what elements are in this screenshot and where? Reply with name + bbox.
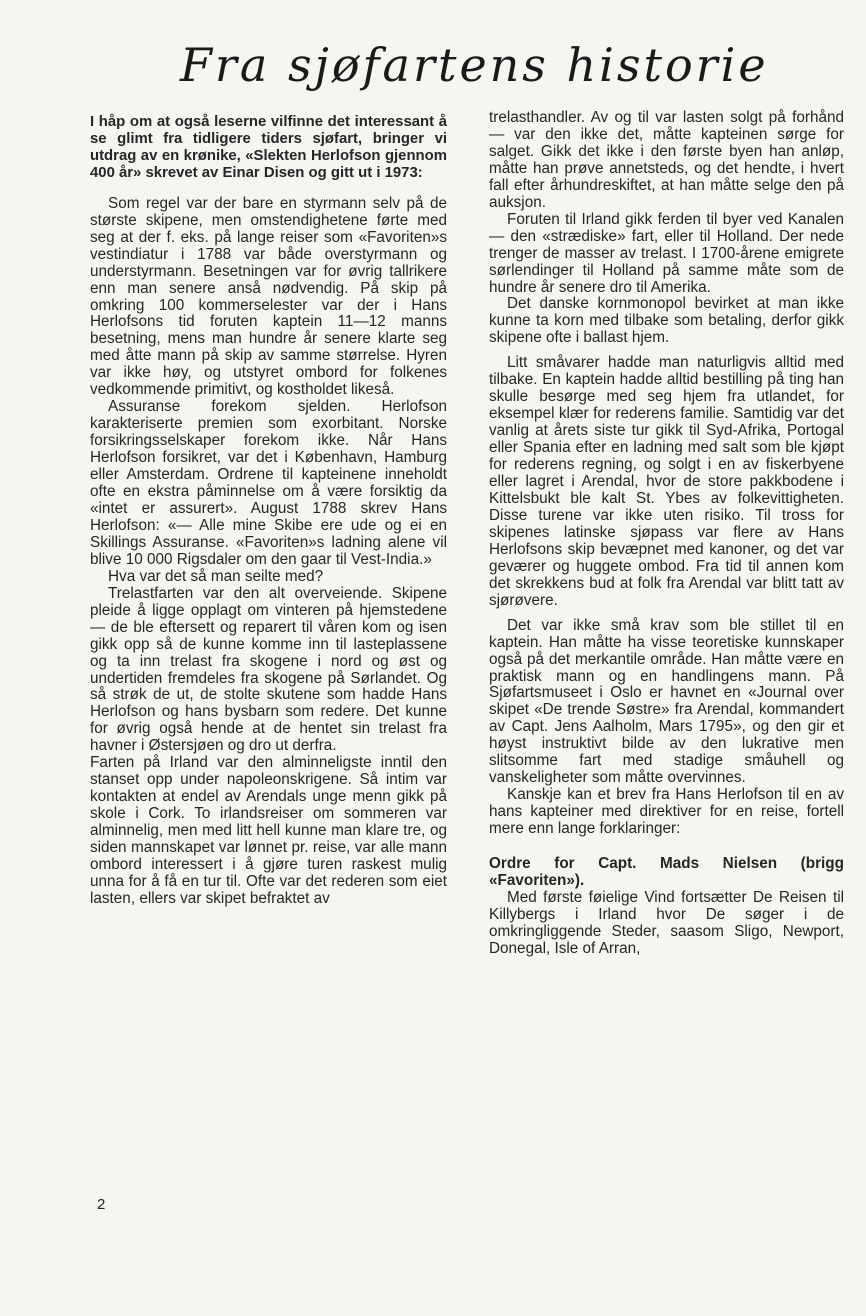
body-paragraph: trelasthandler. Av og til var lasten solgt på forhånd — var den ikke det, måtte kapteinen sørge for salget. Gikk det ikke i den første byen han anløp, måtte han prøve annetsteds, og det hendte, i hvert fall efter århundreskiftet, at han måtte selge den på auksjon.	[489, 109, 844, 211]
body-paragraph: Det danske kornmonopol bevirket at man ikke kunne ta korn med tilbake som betaling, derfor gikk skipene ofte i ballast hjem.	[489, 295, 844, 347]
body-paragraph: Farten på Irland var den alminneligste inntil den stanset opp under napoleonskrigene. Så intim var kontakten at endel av Arendals unge menn gikk på skole i Cork. To irlandsreiser om sommeren var alminnelig, men med litt hell kunne man klare tre, og siden mannskapet var lønnet pr. reise, var alle mann ombord interessert i å gjøre turen raskest mulig unna for å få en tur til. Ofte var det rederen som eiet lasten, ellers var skipet befraktet av	[90, 754, 447, 907]
page-number: 2	[97, 1196, 106, 1213]
right-column	[489, 110, 844, 958]
body-paragraph: Litt småvarer hadde man naturligvis alltid med tilbake. En kaptein hadde alltid bestilling på ting han skulle besørge med seg hjem fra utlandet, for eksempel klær for rederens familie. Samtidig var det vanlig at årets siste tur gikk til Syd-Afrika, Portogal eller Spania efter en ladning med salt som ble kjøpt for rederens regning, og solgt i en av fiskerbyene eller lagret i Arendal, hvor de store pakkbodene i Kittelsbukt ble kalt St. Ybes av folkevittigheten. Disse turene var ikke uten risiko. Til tross for skipenes latinske sjøpass var flere av Hans Herlofsons skip bevæpnet med kanoner, og det var geværer og huggete ombod. Fra tid til annen kom det skrekkens bud at folk fra Arendal var blitt tatt av sjørøvere.	[489, 354, 844, 609]
body-paragraph: Det var ikke små krav som ble stillet til en kaptein. Han måtte ha visse teoretiske kunnskaper også på det merkantile område. Han måtte være en praktisk mann og en handlingens mann. På Sjøfartsmuseet i Oslo er havnet en «Journal over skipet «De trende Søstre» fra Arendal, kommandert av Capt. Jens Aalholm, Mars 1795», og den gir et høyst instruktivt bilde av den lukrative men slitsomme fart med stadige småuhell og vanskeligheter som måtte overvinnes.	[489, 616, 844, 787]
article-title: Fra sjøfartens historie	[180, 38, 769, 92]
body-paragraph: Som regel var der bare en styrmann selv på de største skipene, men omstendighetene førte med seg at der f. eks. på lange reiser som «Favoriten»s vestindiatur i 1788 var både overstyrmann og understyrmann. Besetningen var for øvrig tallrikere enn man senere anså nødvendig. På skip på omkring 100 kommerselester var der i Hans Herlofsons tid foruten kaptein 11—12 manns besetning, mens man hundre år senere klarte seg med åtte mann på skip av samme størrelse. Hyren var ikke høy, og utstyret ombord for folkenes vedkommende primitivt, og kostholdet likeså.	[90, 194, 447, 399]
left-column	[90, 114, 447, 908]
section-heading: Ordre for Capt. Mads Nielsen (brigg «Favoriten»).	[489, 855, 844, 889]
body-paragraph: Trelastfarten var den alt overveiende. Skipene pleide å ligge opplagt om vinteren på hjemstedene — de ble eftersett og reparert til våren kom og isen gikk opp så de kunne komme inn til lasteplassene og ta inn trelast fra skogene i nord og øst og undertiden fremdeles fra skogene på Sørlandet. Og så strøk de ut, de stolte skutene som hadde Hans Herlofson og hans bysbarn som redere. Det kunne for øvrig også hende at de hentet sin trelast fra havner i Østersjøen og dro ut derfra.	[90, 584, 447, 755]
body-paragraph: Foruten til Irland gikk ferden til byer ved Kanalen — den «strædiske» fart, eller til Holland. Der nede trenger de masser av trelast. I 1700-årene emigrete sørlendinger til Holland på samme måte som de hundre år senere dro til Amerika.	[489, 210, 844, 296]
body-paragraph: Assuranse forekom sjelden. Herlofson karakteriserte premien som exorbitant. Norske forsikringsselskaper forekom ikke. Når Hans Herlofson forsikret, var det i København, Hamburg eller Amsterdam. Ordrene til kapteinene inneholdt ofte en ekstra påminnelse om å være forsiktig da «intet er assurert». August 1788 skrev Hans Herlofson: «— Alle mine Skibe ere ude og ei en Skillings Assuranse. «Favoriten»s ladning alene vil blive 10 000 Rigsdaler om den gaar til Vest-India.»	[90, 398, 447, 568]
body-paragraph: Med første føielige Vind fortsætter De Reisen til Killybergs i Irland hvor De søger i de omkringliggende Steder, saasom Sligo, Newport, Donegal, Isle of Arran,	[489, 888, 844, 957]
body-paragraph: Hva var det så man seilte med?	[108, 567, 324, 585]
body-paragraph: Kanskje kan et brev fra Hans Herlofson til en av hans kapteiner med direktiver for en reise, fortell mere enn lange forklaringer:	[489, 786, 844, 838]
intro-paragraph: I håp om at også leserne vilfinne det interessant å se glimt fra tidligere tiders sjøfart, bringer vi utdrag av en krønike, «Slekten Herlofson gjennom 400 år» skrevet av Einar Disen og gitt ut i 1973:	[90, 114, 447, 181]
